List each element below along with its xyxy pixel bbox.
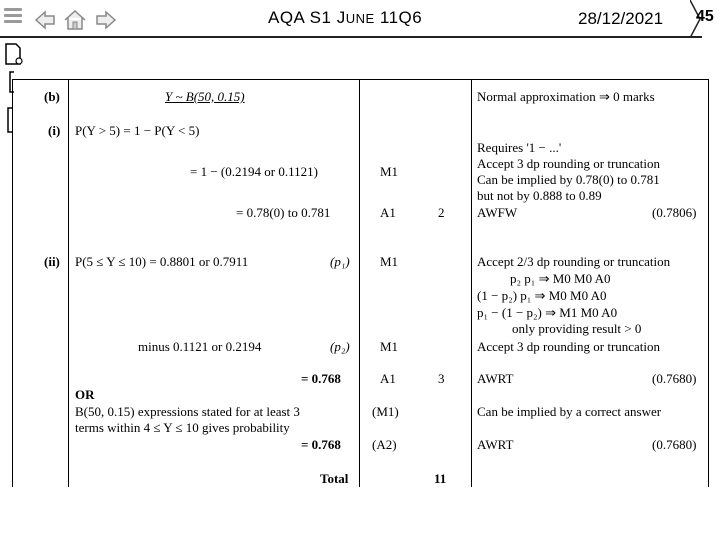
column-divider [471,79,472,487]
table-left-border [12,79,13,487]
working-line: terms within 4 ≤ Y ≤ 10 gives probability [75,420,290,435]
guidance-note: Accept 3 dp rounding or truncation [477,156,661,171]
answer-value: (0.7806) [652,205,697,220]
mark: M1 [380,254,399,269]
part-label: (i) [48,123,61,138]
menu-icon[interactable] [4,8,22,30]
guidance-note: Requires '1 − ...' [477,140,562,155]
forward-arrow-icon[interactable] [94,8,118,32]
table-right-border [708,79,709,487]
guidance-note: Accept 2/3 dp rounding or truncation [477,254,671,269]
guidance-note: p₂ p₁ ⇒ M0 M0 A0 [510,271,611,286]
guidance-note: Accept 3 dp rounding or truncation [477,339,661,354]
page-title: AQA S1 JUNE 11Q6 [268,8,423,27]
distribution: Y ~ B(50, 0.15) [165,89,245,104]
working-line: P(5 ≤ Y ≤ 10) = 0.8801 or 0.7911 [75,254,249,269]
working-line: = 0.768 [301,371,341,386]
answer-value: (0.7680) [652,371,697,386]
date-label: 28/12/2021 [578,9,664,28]
mark: A1 [380,205,396,220]
mark: A1 [380,371,396,386]
mark: (A2) [372,437,397,452]
mark: (M1) [372,404,399,419]
part-total: 3 [438,371,445,386]
working-line: P(Y > 5) = 1 − P(Y < 5) [75,123,200,138]
part-label: (ii) [44,254,60,269]
guidance-note: only providing result > 0 [512,321,642,336]
guidance-note: AWRT [477,371,514,386]
table-top-border [12,79,708,80]
column-divider [359,79,360,487]
document-icon[interactable] [6,44,22,64]
working-line: = 0.78(0) to 0.781 [236,205,331,220]
guidance-note: but not by 0.888 to 0.89 [477,188,602,203]
working-line: minus 0.1121 or 0.2194 [138,339,262,354]
guidance-note: AWRT [477,437,514,452]
column-divider [68,79,69,487]
back-arrow-icon[interactable] [33,8,57,32]
guidance-note: Normal approximation ⇒ 0 marks [477,89,655,104]
mark: M1 [380,339,399,354]
working-line: = 1 − (0.2194 or 0.1121) [190,164,318,179]
guidance-note: Can be implied by a correct answer [477,404,662,419]
or-label: OR [75,387,95,402]
guidance-note: Can be implied by 0.78(0) to 0.781 [477,172,660,187]
page-number: 45 [696,8,714,25]
top-divider [0,36,702,38]
mark: M1 [380,164,399,179]
working-tag: (p₁) [330,254,350,269]
working-line: = 0.768 [301,437,341,452]
top-bar [0,0,720,38]
guidance-note: AWFW [477,205,518,220]
home-icon[interactable] [63,8,87,32]
answer-value: (0.7680) [652,437,697,452]
working-line: B(50, 0.15) expressions stated for at least 3 [75,404,300,419]
part-label: (b) [44,89,60,104]
total-value: 11 [434,471,447,486]
total-label: Total [320,471,349,486]
guidance-note: p₁ − (1 − p₂) ⇒ M1 M0 A0 [477,305,618,320]
side-toolbar [2,42,24,142]
part-total: 2 [438,205,445,220]
working-tag: (p₂) [330,339,350,354]
guidance-note: (1 − p₂) p₁ ⇒ M0 M0 A0 [477,288,607,303]
